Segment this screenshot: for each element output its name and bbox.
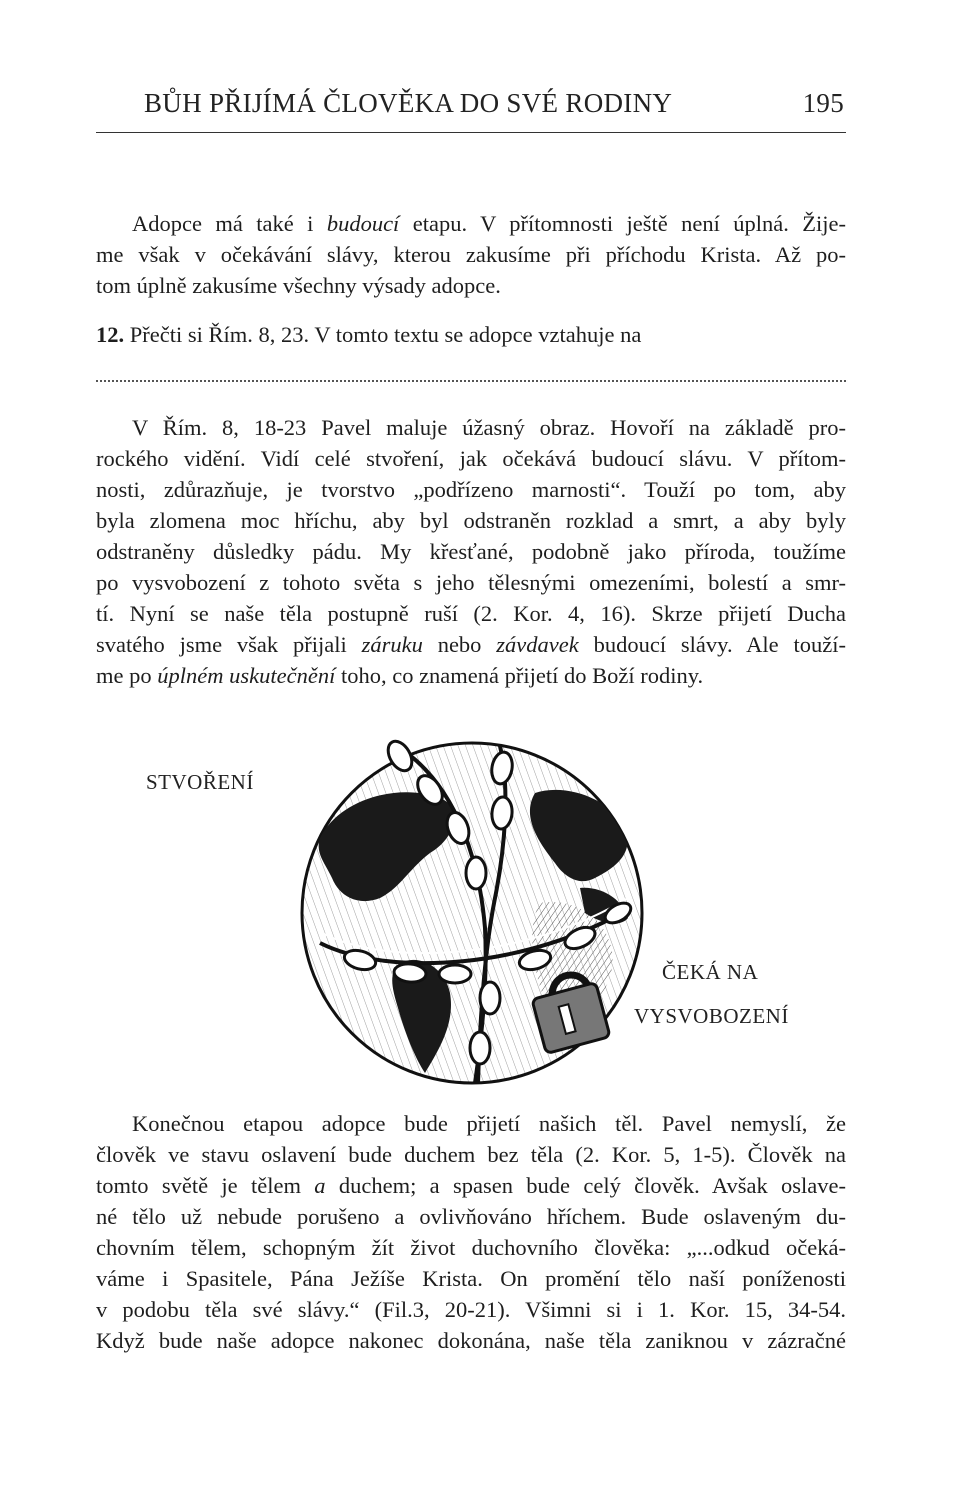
paragraph-final-stage bbox=[96, 1108, 846, 1356]
text-line: v podobu těla své slávy.“ (Fil.3, 20-21). Všimni si i 1. Kor. 15, 34-54. bbox=[96, 1297, 846, 1322]
text-line: odstraněny důsledky pádu. My křesťané, podobně jako příroda, toužíme bbox=[96, 539, 846, 564]
label-awaiting-1: ČEKÁ NA bbox=[662, 960, 759, 984]
text-line: me však v očekávání slávy, kterou zakusíme při příchodu Krista. Až po- bbox=[96, 242, 846, 267]
globe-illustration bbox=[280, 728, 660, 1088]
text-line: né tělo už nebude porušeno a ovlivňováno hříchem. Bude oslaveným du- bbox=[96, 1204, 846, 1229]
text-line: rockého vidění. Vidí celé stvoření, jak očekává budoucí slávu. V přítom- bbox=[96, 446, 846, 471]
running-header bbox=[144, 88, 844, 119]
text-line: chovním tělem, schopným žít život duchovního člověka: „...odkud očeká- bbox=[96, 1235, 846, 1260]
paragraph-intro bbox=[96, 208, 846, 301]
question-12 bbox=[96, 322, 641, 348]
question-text: Přečti si Řím. 8, 23. V tomto textu se adopce vztahuje na bbox=[124, 322, 642, 347]
page-number: 195 bbox=[802, 88, 844, 118]
text-line: Adopce má také i budoucí etapu. V přítomnosti ještě není úplná. Žije- bbox=[132, 211, 846, 236]
text-line: Konečnou etapou adopce bude přijetí našich těl. Pavel nemyslí, že bbox=[132, 1111, 846, 1136]
text-line: V Řím. 8, 18-23 Pavel maluje úžasný obraz. Hovoří na základě pro- bbox=[132, 415, 846, 440]
text-line: tom úplně zakusíme všechny výsady adopce. bbox=[96, 273, 501, 298]
text-line: nosti, zdůrazňuje, je tvorstvo „podřízeno marnosti“. Touží po tom, aby bbox=[96, 477, 846, 502]
label-awaiting-2: VYSVOBOZENÍ bbox=[634, 1004, 789, 1028]
text-line: Když bude naše adopce nakonec dokonána, naše těla zaniknou v zázračné bbox=[96, 1328, 846, 1353]
header-title: BŮH PŘIJÍMÁ ČLOVĚKA DO SVÉ RODINY bbox=[144, 88, 673, 118]
text-line: po vysvobození z tohoto světa s jeho tělesnými omezeními, bolestí a smr- bbox=[96, 570, 846, 595]
answer-line[interactable] bbox=[96, 380, 846, 382]
label-creation: STVOŘENÍ bbox=[146, 770, 254, 794]
text-line: tí. Nyní se naše těla postupně ruší (2. Kor. 4, 16). Skrze přijetí Ducha bbox=[96, 601, 846, 626]
paragraph-romans bbox=[96, 412, 846, 691]
question-number: 12. bbox=[96, 322, 125, 347]
text-line: tomto světě je tělem a duchem; a spasen bude celý člověk. Avšak oslave- bbox=[96, 1173, 846, 1198]
header-rule bbox=[96, 132, 846, 133]
text-line: váme i Spasitele, Pána Ježíše Krista. On promění tělo naší poníženosti bbox=[96, 1266, 846, 1291]
text-line: byla zlomena moc hříchu, aby byl odstraněn rozklad a smrt, a aby byly bbox=[96, 508, 846, 533]
chained-globe-figure bbox=[140, 728, 840, 1088]
text-line: me po úplném uskutečnění toho, co znamená přijetí do Boží rodiny. bbox=[96, 663, 704, 688]
text-line: člověk ve stavu oslavení bude duchem bez těla (2. Kor. 5, 1-5). Člověk na bbox=[96, 1142, 846, 1167]
text-line: svatého jsme však přijali záruku nebo závdavek budoucí slávy. Ale touží- bbox=[96, 632, 846, 657]
